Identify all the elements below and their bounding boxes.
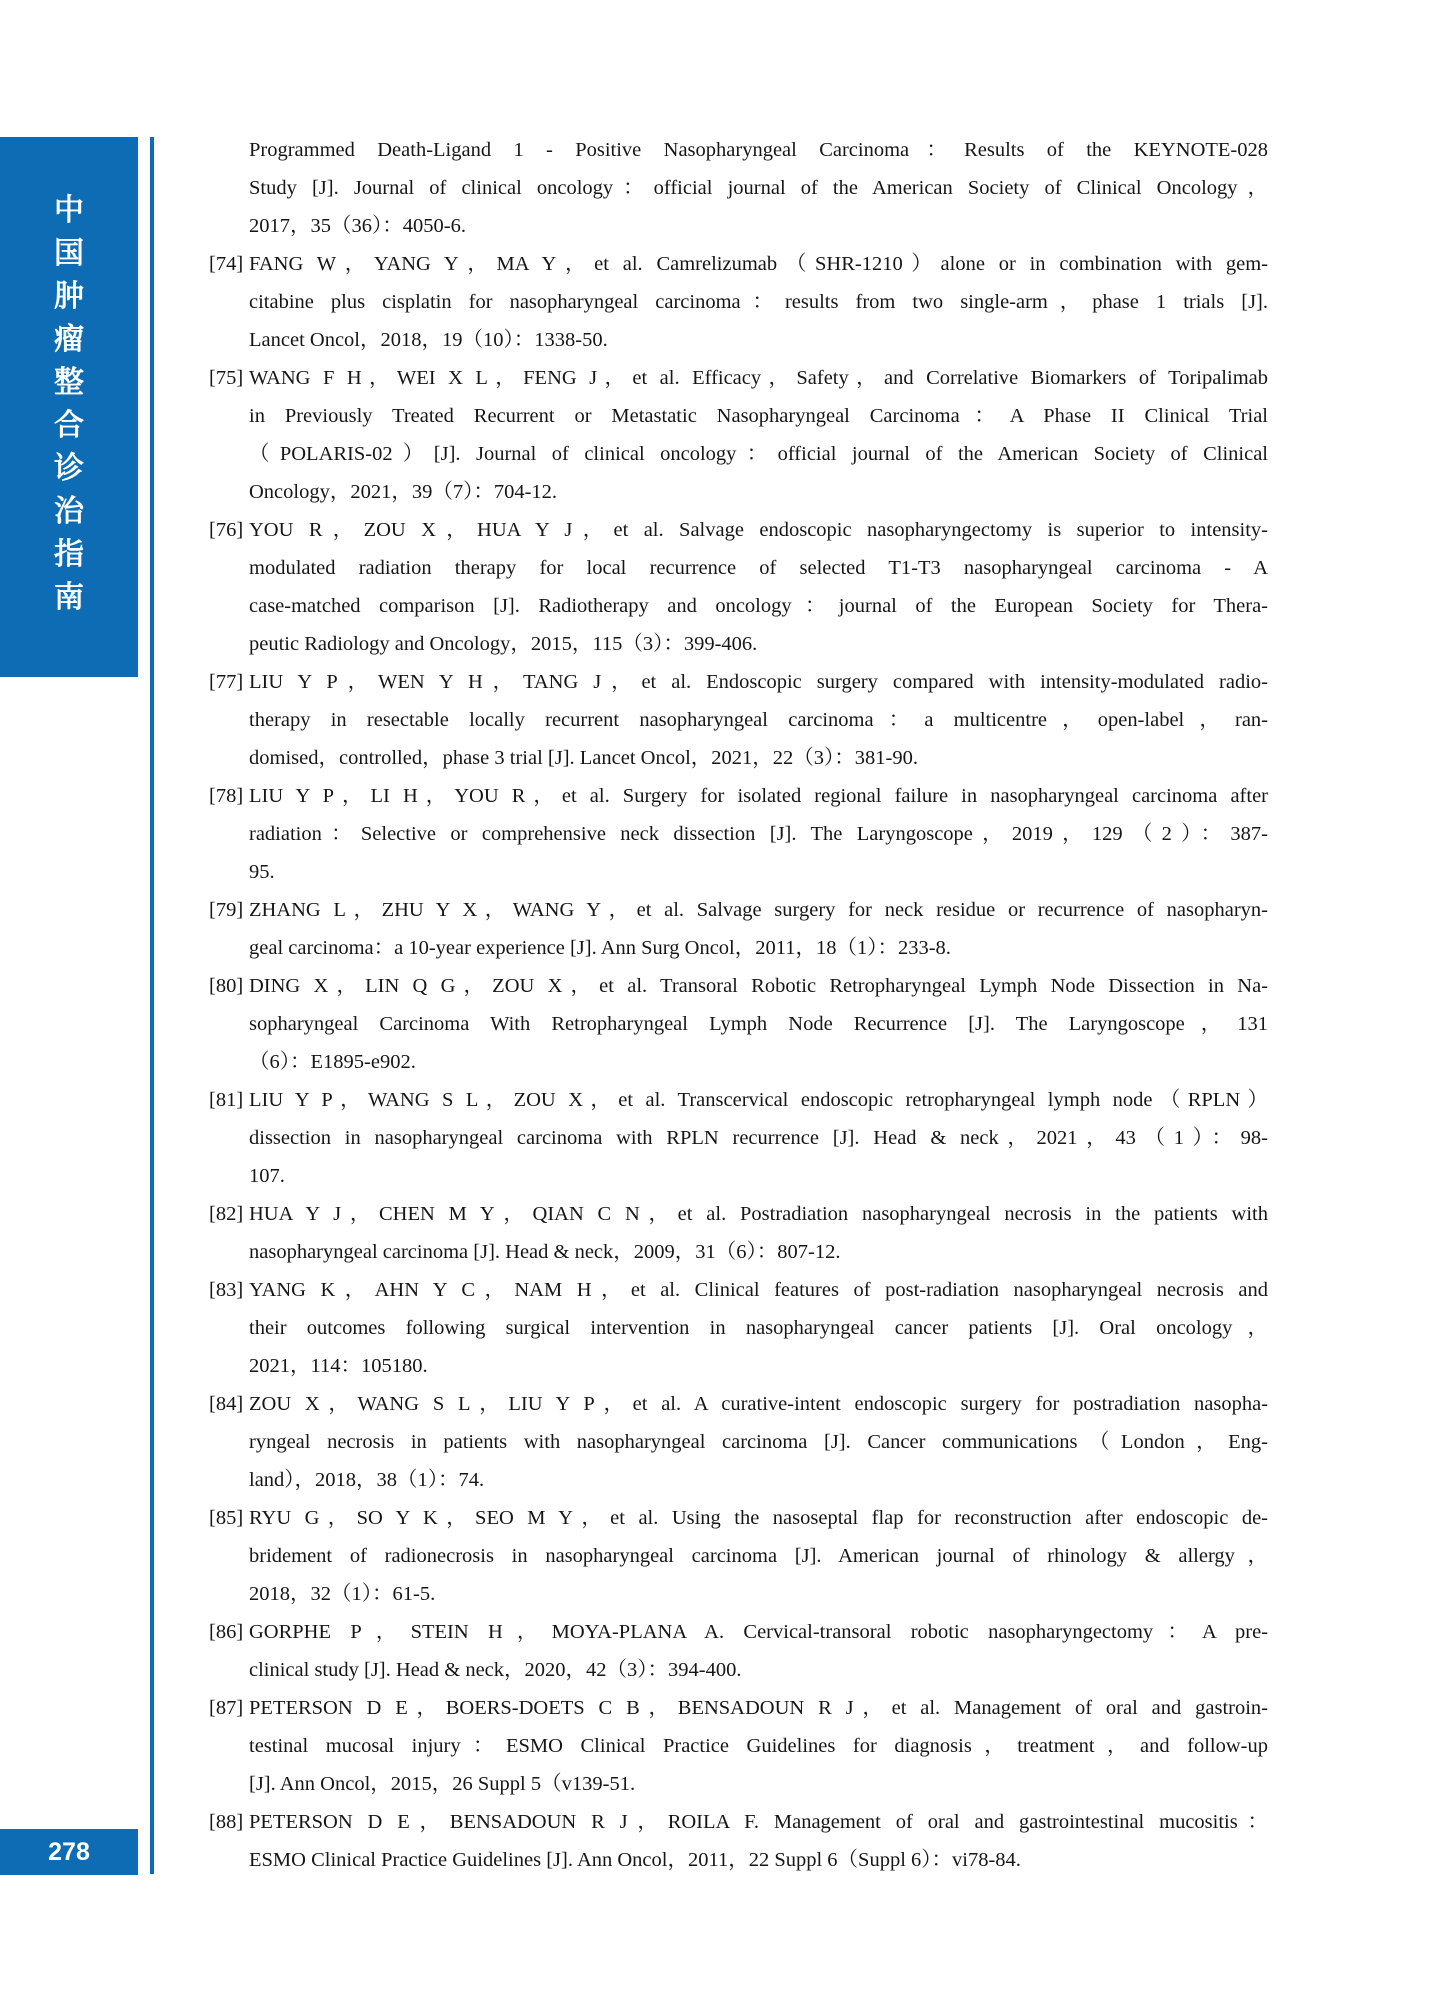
reference-number: [82] xyxy=(209,1203,244,1225)
reference-line: dissection in nasopharyngeal carcinoma with RPLN recurrence [J]. Head & neck，2021，43（1）：98- xyxy=(249,1127,1268,1149)
reference-line: [J]. Ann Oncol，2015，26 Suppl 5（v139-51. xyxy=(249,1773,636,1795)
reference-number: [83] xyxy=(209,1279,244,1301)
sidebar-title-char: 治 xyxy=(54,494,84,529)
reference-line: ZOU X，WANG S L，LIU Y P，et al. A curative-intent endoscopic surgery for postradiation nasopha- xyxy=(249,1393,1268,1415)
reference-line: LIU Y P，WEN Y H，TANG J，et al. Endoscopic surgery compared with intensity-modulated radio- xyxy=(249,671,1268,693)
reference-entry xyxy=(209,1499,1268,1613)
reference-line: nasopharyngeal carcinoma [J]. Head & neck，2009，31（6）：807-12. xyxy=(249,1241,841,1263)
sidebar-title-char: 合 xyxy=(54,408,84,443)
reference-line: peutic Radiology and Oncology，2015，115（3）：399-406. xyxy=(249,633,758,655)
reference-line: domised，controlled，phase 3 trial [J]. Lancet Oncol，2021，22（3）：381-90. xyxy=(249,747,918,769)
reference-entry xyxy=(209,663,1268,777)
reference-line: bridement of radionecrosis in nasopharyngeal carcinoma [J]. American journal of rhinology & allergy， xyxy=(249,1545,1268,1567)
reference-number: [85] xyxy=(209,1507,244,1529)
reference-number: [75] xyxy=(209,367,244,389)
reference-number: [88] xyxy=(209,1811,244,1833)
reference-line: （POLARIS-02）[J]. Journal of clinical oncology：official journal of the American Society of Clinical xyxy=(249,443,1268,465)
reference-line: modulated radiation therapy for local recurrence of selected T1-T3 nasopharyngeal carcinoma - A xyxy=(249,557,1268,579)
reference-entry xyxy=(209,1081,1268,1195)
reference-line: case-matched comparison [J]. Radiotherapy and oncology：journal of the European Society for Thera- xyxy=(249,595,1268,617)
reference-line: sopharyngeal Carcinoma With Retropharyngeal Lymph Node Recurrence [J]. The Laryngoscope，131 xyxy=(249,1013,1268,1035)
reference-entry xyxy=(209,1195,1268,1271)
reference-line: ryngeal necrosis in patients with nasopharyngeal carcinoma [J]. Cancer communications（London，Eng- xyxy=(249,1431,1268,1453)
reference-line: GORPHE P，STEIN H，MOYA-PLANA A. Cervical-transoral robotic nasopharyngectomy：A pre- xyxy=(249,1621,1268,1643)
reference-line: Lancet Oncol，2018，19（10）：1338-50. xyxy=(249,329,608,351)
reference-line: YOU R，ZOU X，HUA Y J，et al. Salvage endoscopic nasopharyngectomy is superior to intensity- xyxy=(249,519,1268,541)
reference-number: [79] xyxy=(209,899,244,921)
reference-number: [80] xyxy=(209,975,244,997)
reference-line: Oncology，2021，39（7）：704-12. xyxy=(249,481,558,503)
reference-line: LIU Y P，LI H，YOU R，et al. Surgery for isolated regional failure in nasopharyngeal carcinoma after xyxy=(249,785,1268,807)
reference-line: testinal mucosal injury：ESMO Clinical Practice Guidelines for diagnosis，treatment，and follow-up xyxy=(249,1735,1268,1757)
reference-line: clinical study [J]. Head & neck，2020，42（3）：394-400. xyxy=(249,1659,742,1681)
sidebar-title-char: 肿 xyxy=(54,279,84,314)
reference-line: citabine plus cisplatin for nasopharyngeal carcinoma：results from two single-arm，phase 1 trials [J]. xyxy=(249,291,1268,313)
reference-entry xyxy=(209,967,1268,1081)
reference-line: FANG W，YANG Y，MA Y，et al. Camrelizumab（SHR-1210）alone or in combination with gem- xyxy=(249,253,1268,275)
page-number: 278 xyxy=(48,1837,90,1866)
sidebar-title-char: 诊 xyxy=(54,451,84,486)
reference-line: Programmed Death-Ligand 1 - Positive Nasopharyngeal Carcinoma：Results of the KEYNOTE-028 xyxy=(249,139,1268,161)
reference-entry xyxy=(209,1385,1268,1499)
vertical-divider xyxy=(150,137,154,1874)
reference-entry xyxy=(209,511,1268,663)
reference-entry xyxy=(209,245,1268,359)
reference-line: in Previously Treated Recurrent or Metastatic Nasopharyngeal Carcinoma：A Phase II Clinical Trial xyxy=(249,405,1268,427)
reference-line: HUA Y J，CHEN M Y，QIAN C N，et al. Postradiation nasopharyngeal necrosis in the patients with xyxy=(249,1203,1268,1225)
reference-entry xyxy=(209,1803,1268,1879)
sidebar-title-char: 中 xyxy=(54,193,84,228)
reference-line: therapy in resectable locally recurrent nasopharyngeal carcinoma：a multicentre，open-label，ran- xyxy=(249,709,1268,731)
reference-line: land），2018，38（1）：74. xyxy=(249,1469,485,1491)
references-list xyxy=(209,131,1268,1879)
reference-entry xyxy=(209,359,1268,511)
reference-line: 107. xyxy=(249,1165,285,1187)
reference-line: YANG K，AHN Y C，NAM H，et al. Clinical features of post-radiation nasopharyngeal necrosis and xyxy=(249,1279,1268,1301)
reference-line: PETERSON D E，BENSADOUN R J，ROILA F. Management of oral and gastrointestinal mucositis： xyxy=(249,1811,1268,1833)
reference-entry xyxy=(209,131,1268,245)
reference-line: 2017，35（36）：4050-6. xyxy=(249,215,466,237)
reference-line: 2018，32（1）：61-5. xyxy=(249,1583,436,1605)
sidebar-title-char: 国 xyxy=(54,236,84,271)
reference-line: RYU G，SO Y K，SEO M Y，et al. Using the nasoseptal flap for reconstruction after endoscopic de- xyxy=(249,1507,1268,1529)
reference-line: DING X，LIN Q G，ZOU X，et al. Transoral Robotic Retropharyngeal Lymph Node Dissection in Na- xyxy=(249,975,1268,997)
reference-entry xyxy=(209,1613,1268,1689)
reference-line: LIU Y P，WANG S L，ZOU X，et al. Transcervical endoscopic retropharyngeal lymph node（RPLN） xyxy=(249,1089,1268,1111)
reference-line: PETERSON D E，BOERS-DOETS C B，BENSADOUN R J，et al. Management of oral and gastroin- xyxy=(249,1697,1268,1719)
sidebar-title-char: 整 xyxy=(54,365,84,400)
sidebar-title-char: 指 xyxy=(54,537,84,572)
reference-number: [84] xyxy=(209,1393,244,1415)
reference-entry xyxy=(209,891,1268,967)
reference-number: [76] xyxy=(209,519,244,541)
page-number-badge xyxy=(0,1829,138,1875)
reference-line: radiation：Selective or comprehensive neck dissection [J]. The Laryngoscope，2019，129（2）：387- xyxy=(249,823,1268,845)
reference-number: [86] xyxy=(209,1621,244,1643)
reference-entry xyxy=(209,777,1268,891)
reference-line: geal carcinoma：a 10-year experience [J]. Ann Surg Oncol，2011，18（1）：233-8. xyxy=(249,937,951,959)
reference-line: 2021，114：105180. xyxy=(249,1355,428,1377)
reference-line: 95. xyxy=(249,861,275,883)
reference-number: [81] xyxy=(209,1089,244,1111)
reference-number: [78] xyxy=(209,785,244,807)
reference-number: [77] xyxy=(209,671,244,693)
reference-line: WANG F H，WEI X L，FENG J，et al. Efficacy，Safety，and Correlative Biomarkers of Toripalimab xyxy=(249,367,1268,389)
sidebar-title-char: 瘤 xyxy=(54,322,84,357)
reference-number: [74] xyxy=(209,253,244,275)
sidebar-title xyxy=(0,137,138,677)
reference-entry xyxy=(209,1689,1268,1803)
reference-line: their outcomes following surgical intervention in nasopharyngeal cancer patients [J]. Oral oncology， xyxy=(249,1317,1268,1339)
reference-line: Study [J]. Journal of clinical oncology：official journal of the American Society of Clinical Oncology， xyxy=(249,177,1268,199)
sidebar-title-char: 南 xyxy=(54,580,84,615)
reference-entry xyxy=(209,1271,1268,1385)
reference-number: [87] xyxy=(209,1697,244,1719)
reference-line: ESMO Clinical Practice Guidelines [J]. Ann Oncol，2011，22 Suppl 6（Suppl 6）：vi78-84. xyxy=(249,1849,1021,1871)
reference-line: ZHANG L，ZHU Y X，WANG Y，et al. Salvage surgery for neck residue or recurrence of nasopharyn- xyxy=(249,899,1268,921)
reference-line: （6）：E1895-e902. xyxy=(249,1051,416,1073)
